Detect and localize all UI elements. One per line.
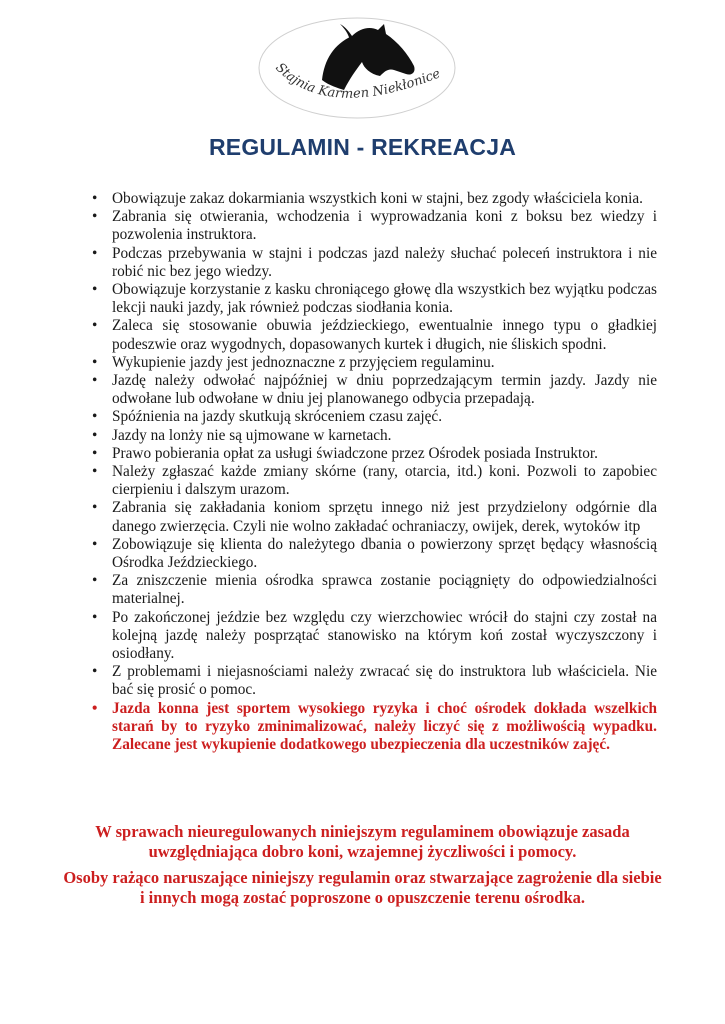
rule-text: Podczas przebywania w stajni i podczas jazd należy słuchać poleceń instruktora i nie robić nic bez jego wiedzy. — [112, 244, 657, 280]
rule-text: Jazdę należy odwołać najpóźniej w dniu poprzedzającym termin jazdy. Jazdy nie odwołane lub odwołane w dniu jej planowanego odbycia przepadają. — [112, 372, 657, 408]
rule-text: Zabrania się otwierania, wchodzenia i wyprowadzania koni z boksu bez wiedzy i pozwolenia instruktora. — [112, 208, 657, 244]
bullet-icon: • — [92, 499, 98, 517]
rule-item-warning — [92, 700, 657, 755]
rule-item — [92, 609, 657, 664]
rule-text: Obowiązuje korzystanie z kasku chroniącego głowę dla wszystkich bez wyjątku podczas lekcji nauki jazdy, jak również podczas siodłania konia. — [112, 281, 657, 317]
rule-text: Spóźnienia na jazdy skutkują skróceniem czasu zajęć. — [112, 408, 443, 426]
rule-item — [92, 354, 657, 372]
bullet-icon: • — [92, 353, 98, 371]
bullet-icon: • — [92, 426, 98, 444]
rule-item — [92, 463, 657, 499]
bullet-icon: • — [92, 699, 98, 717]
bullet-icon: • — [92, 372, 98, 390]
rule-item — [92, 536, 657, 572]
page-title: REGULAMIN - REKREACJA — [208, 134, 517, 160]
rule-text: Po zakończonej jeździe bez względu czy wierzchowiec wrócił do stajni czy został na kolejną jazdę należy posprzątać stanowisko na którym koń został wyczyszczony i osiodłany. — [112, 608, 657, 663]
rule-text: Jazdy na lonży nie są ujmowane w karnetach. — [112, 426, 392, 444]
rule-item — [92, 190, 657, 208]
rule-item — [92, 427, 657, 445]
bullet-icon: • — [92, 535, 98, 553]
bullet-icon: • — [92, 572, 98, 590]
rule-item — [92, 245, 657, 281]
logo-text: Stajnia Karmen Niekłonice — [272, 60, 443, 102]
rule-item — [92, 208, 657, 244]
stable-logo — [252, 10, 462, 130]
bullet-icon: • — [92, 281, 98, 299]
rule-text: Zabrania się zakładania koniom sprzętu innego niż jest przydzielony odgórnie dla danego zwierzęcia. Czyli nie wolno zakładać ochraniaczy, owijek, derek, wytoków itp — [112, 499, 657, 535]
rule-text: Prawo pobierania opłat za usługi świadczone przez Ośrodek posiada Instruktor. — [112, 444, 598, 462]
rule-text: Za zniszczenie mienia ośrodka sprawca zostanie pociągnięty do odpowiedzialności materialnej. — [112, 572, 657, 608]
bullet-icon: • — [92, 408, 98, 426]
rule-item — [92, 372, 657, 408]
rule-item — [92, 408, 657, 426]
rule-item — [92, 572, 657, 608]
bullet-icon: • — [92, 463, 98, 481]
rule-item — [92, 663, 657, 699]
rule-text: Należy zgłaszać każde zmiany skórne (rany, otarcia, itd.) koni. Pozwoli to zapobiec cierpieniu i dalszym urazom. — [112, 463, 657, 499]
rule-item — [92, 281, 657, 317]
rule-item — [92, 445, 657, 463]
rule-text: Zobowiązuje się klienta do należytego dbania o powierzony sprzęt będący własnością Ośrodka Jeździeckiego. — [112, 535, 657, 572]
bullet-icon: • — [92, 608, 98, 626]
rule-text: Zaleca się stosowanie obuwia jeździeckiego, ewentualnie innego typu o gładkiej podeszwie oraz wygodnych, dopasowanych kurtek i długich, nie śliskich spodni. — [112, 317, 657, 353]
rule-text: Z problemami i niejasnościami należy zwracać się do instruktora lub właściciela. Nie bać się prosić o pomoc. — [112, 663, 657, 699]
rules-list — [92, 190, 657, 754]
bullet-icon: • — [92, 317, 98, 335]
bullet-icon: • — [92, 190, 98, 207]
rule-text: Obowiązuje zakaz dokarmiania wszystkich koni w stajni, bez zgody właściciela konia. — [112, 190, 643, 207]
rule-text: Wykupienie jazdy jest jednoznaczne z przyjęciem regulaminu. — [112, 353, 495, 371]
bullet-icon: • — [92, 208, 98, 226]
warning-text: Jazda konna jest sportem wysokiego ryzyka i choć ośrodek dokłada wszelkich starań by to ryzyko zminimalizować, należy liczyć się z możliwością wypadku. Zalecane jest wykupienie dodatkowego ubezpieczenia dla uczestników zajęć. — [112, 699, 657, 754]
footer-note-expulsion: Osoby rażąco naruszające niniejszy regulamin oraz stwarzające zagrożenie dla siebie i innych mogą zostać poproszone o opuszczenie terenu ośrodka. — [63, 868, 662, 907]
horse-head-icon — [252, 10, 462, 130]
rule-item — [92, 317, 657, 353]
rule-item — [92, 499, 657, 535]
footer-note-values: W sprawach nieuregulowanych niniejszym regulaminem obowiązuje zasada uwzględniająca dobro koni, wzajemnej życzliwości i pomocy. — [95, 822, 630, 861]
bullet-icon: • — [92, 444, 98, 462]
bullet-icon: • — [92, 663, 98, 681]
bullet-icon: • — [92, 244, 98, 262]
